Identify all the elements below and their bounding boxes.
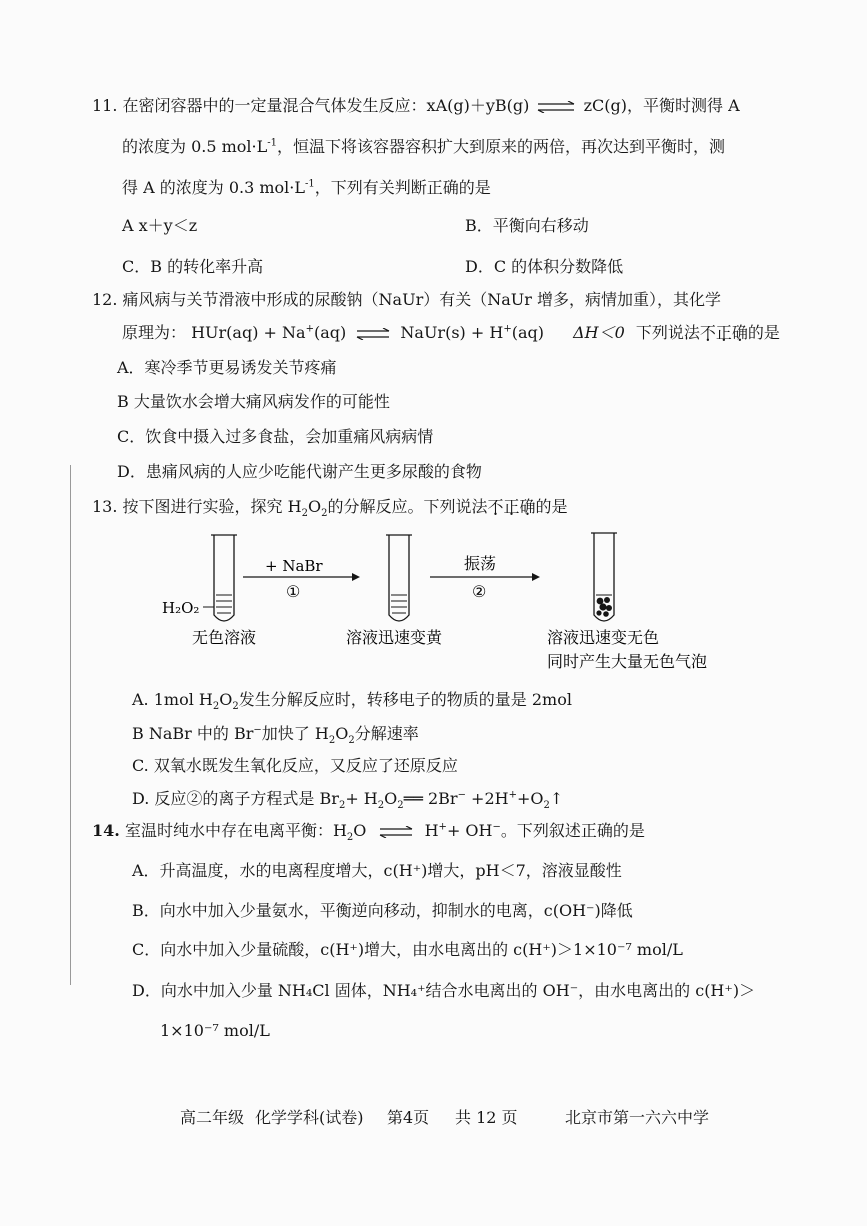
option-a[interactable]: A．寒冷季节更易诱发关节疼痛	[117, 358, 337, 377]
subscript: 2	[301, 508, 308, 520]
question-number: 13.	[92, 497, 118, 516]
question-text: 室温时纯水中存在电离平衡：H	[124, 821, 347, 840]
footer-grade: 高二年级	[180, 1108, 245, 1127]
equilibrium-arrow-icon	[378, 826, 414, 838]
h2o2-label: H₂O₂	[162, 599, 200, 617]
option-text: 发生分解反应时，转移电子的物质的量是 2mol	[238, 690, 572, 709]
option-a[interactable]: A．升高温度，水的电离程度增大，c(H⁺)增大，pH＜7，溶液显酸性	[132, 861, 622, 880]
emphasis-char: 不	[487, 497, 504, 516]
question-text: 原理为： HUr(aq) + Na	[122, 323, 306, 342]
option-text: A. 1mol H	[132, 690, 213, 709]
option-text: O	[335, 724, 349, 743]
tube1-caption: 无色溶液	[192, 628, 257, 647]
emphasis-char: 正	[715, 323, 732, 342]
question-text: 下列说法	[635, 323, 700, 342]
question-number: 12.	[92, 290, 118, 309]
superscript: -1	[304, 178, 315, 190]
option-a[interactable]: A x＋y＜z	[122, 216, 198, 235]
reaction-arrow-icon	[430, 573, 540, 581]
option-a[interactable]	[132, 689, 572, 711]
footer-page: 第4页	[387, 1108, 430, 1127]
subscript: 2	[212, 701, 220, 713]
subscript: 2	[321, 508, 328, 520]
superscript: -1	[267, 137, 278, 149]
experiment-figure	[0, 525, 867, 675]
option-text: O	[219, 690, 233, 709]
equilibrium-arrow-icon	[355, 328, 391, 340]
option-text: O	[384, 789, 398, 808]
subscript: 2	[346, 832, 354, 844]
subscript: 2	[543, 800, 550, 812]
superscript: +	[305, 323, 314, 335]
reagent-label: + NaBr	[265, 557, 323, 575]
question-text: 的是	[535, 497, 568, 516]
emphasis-char: 确	[519, 497, 536, 516]
option-c[interactable]: C．饮食中摄入过多食盐，会加重痛风病病情	[117, 427, 434, 446]
question-text: O	[307, 497, 322, 516]
gas-arrow: ↑	[549, 789, 564, 808]
option-c[interactable]: C．向水中加入少量硫酸，c(H⁺)增大，由水电离出的 c(H⁺)＞1×10⁻⁷ mol/L	[132, 940, 683, 959]
option-text: 加快了 H	[261, 724, 329, 743]
question-text: zC(g)，平衡时测得 A	[583, 96, 740, 115]
option-d[interactable]: D．患痛风病的人应少吃能代谢产生更多尿酸的食物	[117, 462, 482, 481]
question-text: O	[353, 821, 367, 840]
superscript: +	[438, 821, 447, 833]
question-text: NaUr(s) + H	[400, 323, 504, 342]
option-d[interactable]	[132, 788, 563, 810]
question-text: (aq)	[313, 323, 347, 342]
question-text: 在密闭容器中的一定量混合气体发生反应：xA(g)＋yB(g)	[122, 96, 530, 115]
option-d[interactable]: D．向水中加入少量 NH₄Cl 固体，NH₄⁺结合水电离出的 OH⁻，由水电离出的 c(H⁺)＞	[132, 981, 756, 1000]
step-one-label: ①	[286, 582, 301, 601]
emphasis-char: 正	[503, 497, 520, 516]
superscript: −	[253, 724, 262, 736]
subscript: 2	[348, 735, 355, 747]
tube2-caption: 溶液迅速变黄	[346, 628, 443, 647]
option-text: + H	[345, 789, 378, 808]
option-b[interactable]: B．平衡向右移动	[465, 216, 589, 235]
footer-subject: 化学学科(试卷)	[255, 1108, 364, 1127]
question-text: (aq)	[511, 323, 544, 342]
option-text: +2H	[465, 789, 509, 808]
option-d-continued: 1×10⁻⁷ mol/L	[160, 1021, 270, 1040]
superscript: +	[503, 323, 512, 335]
footer-total: 共 12 页	[455, 1108, 518, 1127]
step-two-label: ②	[472, 582, 487, 601]
option-c[interactable]: C．B 的转化率升高	[122, 257, 264, 276]
shake-label: 振荡	[464, 554, 497, 573]
subscript: 2	[377, 800, 385, 812]
superscript: −	[492, 821, 501, 833]
tube3-caption: 溶液迅速变无色	[547, 628, 660, 647]
equilibrium-arrow-icon	[536, 101, 576, 113]
enthalpy-change: ΔH＜0	[573, 323, 625, 342]
option-c[interactable]: C. 双氧水既发生氧化反应，又反应了还原反应	[132, 756, 458, 775]
question-text: 的分解反应。下列说法	[327, 497, 488, 516]
test-tube-icon	[386, 535, 412, 621]
footer-school: 北京市第一六六中学	[565, 1108, 710, 1127]
question-text: 按下图进行实验，探究 H	[122, 497, 302, 516]
option-d[interactable]: D．C 的体积分数降低	[465, 257, 624, 276]
subscript: 2	[397, 800, 404, 812]
subscript: 2	[328, 735, 336, 747]
tube3-caption: 同时产生大量无色气泡	[547, 652, 708, 671]
question-text: + OH	[446, 821, 493, 840]
question-text: 。下列叙述正确的是	[500, 821, 645, 840]
question-number: 11.	[92, 96, 118, 115]
question-text: 得 A 的浓度为 0.3 mol·L	[122, 178, 305, 197]
option-text: D. 反应②的离子方程式是 Br	[132, 789, 339, 808]
question-text: 的是	[747, 323, 780, 342]
emphasis-char: 确	[731, 323, 748, 342]
emphasis-char: 不	[699, 323, 716, 342]
subscript: 2	[338, 800, 346, 812]
question-text: 的浓度为 0.5 mol·L	[122, 137, 268, 156]
option-text: ══ 2Br	[403, 789, 458, 808]
question-text: 痛风病与关节滑液中形成的尿酸钠（NaUr）有关（NaUr 增多，病情加重），其化学	[122, 290, 721, 309]
question-text: H	[424, 821, 439, 840]
option-b[interactable]	[132, 723, 419, 745]
option-b[interactable]: B 大量饮水会增大痛风病发作的可能性	[117, 392, 390, 411]
superscript: +	[508, 789, 517, 801]
test-tube-with-bubbles-icon	[591, 533, 617, 621]
option-text: B NaBr 中的 Br	[132, 724, 254, 743]
test-tube-icon	[203, 535, 237, 621]
option-text: 分解速率	[354, 724, 419, 743]
question-text: ，下列有关判断正确的是	[314, 178, 491, 197]
option-b[interactable]: B．向水中加入少量氨水，平衡逆向移动，抑制水的电离，c(OH⁻)降低	[132, 901, 633, 920]
superscript: −	[457, 789, 466, 801]
question-number: 14.	[92, 821, 120, 840]
option-text: +O	[516, 789, 544, 808]
question-text: ，恒温下将该容器容积扩大到原来的两倍，再次达到平衡时，测	[277, 137, 726, 156]
subscript: 2	[232, 701, 239, 713]
